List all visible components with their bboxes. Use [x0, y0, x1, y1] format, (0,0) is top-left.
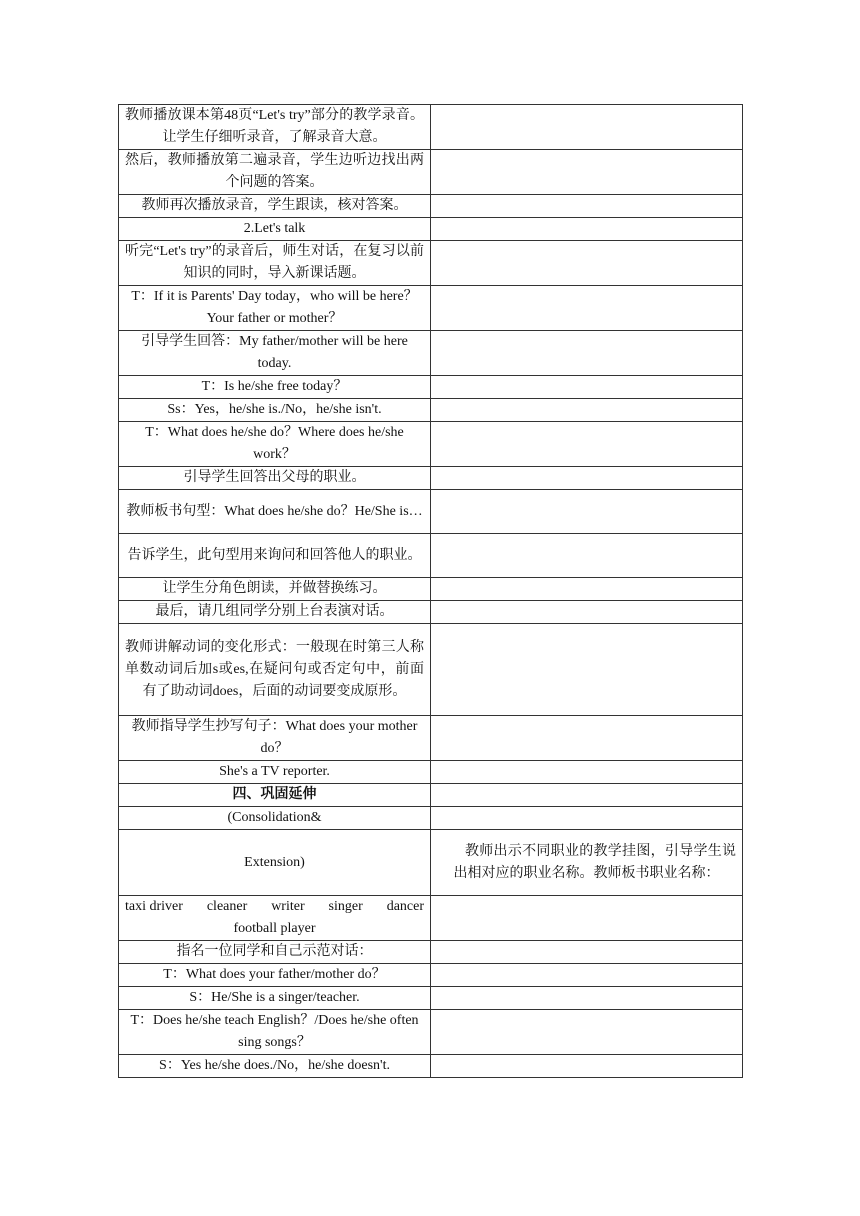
table-cell-left: S：He/She is a singer/teacher. [119, 987, 431, 1010]
table-cell-left: T：What does he/she do？Where does he/she work？ [119, 422, 431, 467]
table-row [119, 1010, 743, 1055]
table-cell-right [431, 896, 743, 941]
table-cell-right [431, 534, 743, 578]
table-cell-right [431, 286, 743, 331]
occupation-word: cleaner [206, 899, 248, 914]
table-row [119, 964, 743, 987]
table-cell-right [431, 624, 743, 716]
section-heading: 四、巩固延伸 [119, 784, 431, 807]
table-cell-left: 教师指导学生抄写句子：What does your mother do？ [119, 716, 431, 761]
table-cell-right [431, 1010, 743, 1055]
table-cell-right [431, 150, 743, 195]
table-cell-left: T：What does your father/mother do？ [119, 964, 431, 987]
table-cell-right [431, 807, 743, 830]
table-cell-right [431, 218, 743, 241]
table-row [119, 624, 743, 716]
table-cell-left: 然后，教师播放第二遍录音，学生边听边找出两个问题的答案。 [119, 150, 431, 195]
occupation-word: singer [328, 899, 363, 914]
table-cell-left: 2.Let's talk [119, 218, 431, 241]
table-cell-right [431, 1055, 743, 1078]
lesson-plan-table [118, 104, 743, 1078]
table-row [119, 987, 743, 1010]
table-cell-right [431, 964, 743, 987]
table-cell-right [431, 601, 743, 624]
table-cell-left: (Consolidation& [119, 807, 431, 830]
table-cell-right [431, 422, 743, 467]
table-cell-left: 教师再次播放录音，学生跟读，核对答案。 [119, 195, 431, 218]
table-row [119, 422, 743, 467]
occupation-word: football player [233, 921, 316, 936]
table-cell-left: 引导学生回答：My father/mother will be here today. [119, 331, 431, 376]
table-cell-left: Ss：Yes，he/she is./No，he/she isn't. [119, 399, 431, 422]
table-row [119, 534, 743, 578]
table-row [119, 807, 743, 830]
table-cell-left: 听完“Let's try”的录音后，师生对话，在复习以前知识的同时，导入新课话题。 [119, 241, 431, 286]
table-row [119, 896, 743, 941]
table-cell-left [119, 896, 431, 941]
table-cell-right [431, 578, 743, 601]
table-cell-left: T：Does he/she teach English？/Does he/she often sing songs？ [119, 1010, 431, 1055]
table-row [119, 784, 743, 807]
table-cell-left: 教师讲解动词的变化形式：一般现在时第三人称单数动词后加s或es,在疑问句或否定句中，前面有了助动词does，后面的动词要变成原形。 [119, 624, 431, 716]
table-cell-left: 引导学生回答出父母的职业。 [119, 467, 431, 490]
table-cell-right [431, 987, 743, 1010]
table-row [119, 941, 743, 964]
table-cell-right [431, 399, 743, 422]
table-cell-left: T：If it is Parents' Day today，who will be here？Your father or mother？ [119, 286, 431, 331]
table-row [119, 241, 743, 286]
table-cell-left: S：Yes he/she does./No，he/she doesn't. [119, 1055, 431, 1078]
occupation-word: taxi driver [125, 899, 183, 914]
table-cell-right [431, 331, 743, 376]
table-cell-right [431, 784, 743, 807]
table-row [119, 716, 743, 761]
table-row [119, 467, 743, 490]
table-row [119, 286, 743, 331]
table-row [119, 830, 743, 896]
table-cell-left: 最后，请几组同学分别上台表演对话。 [119, 601, 431, 624]
table-row [119, 376, 743, 399]
table-row [119, 601, 743, 624]
table-cell-left: 教师播放课本第48页“Let's try”部分的教学录音。让学生仔细听录音，了解录音大意。 [119, 105, 431, 150]
table-row [119, 578, 743, 601]
table-cell-right: 教师出示不同职业的教学挂图，引导学生说出相对应的职业名称。教师板书职业名称： [431, 830, 743, 896]
table-cell-left: 让学生分角色朗读，并做替换练习。 [119, 578, 431, 601]
table-row [119, 218, 743, 241]
table-row [119, 195, 743, 218]
table-row [119, 150, 743, 195]
table-cell-left: 指名一位同学和自己示范对话： [119, 941, 431, 964]
table-cell-right [431, 490, 743, 534]
table-row [119, 331, 743, 376]
table-cell-left: 告诉学生，此句型用来询问和回答他人的职业。 [119, 534, 431, 578]
occupation-word: writer [271, 899, 305, 914]
table-row [119, 761, 743, 784]
occupation-list [125, 896, 424, 918]
table-row [119, 105, 743, 150]
table-cell-right [431, 716, 743, 761]
table-cell-right [431, 195, 743, 218]
table-cell-left: She's a TV reporter. [119, 761, 431, 784]
table-cell-right [431, 467, 743, 490]
table-cell-right [431, 941, 743, 964]
occupation-word: dancer [386, 899, 424, 914]
table-cell-right [431, 105, 743, 150]
table-row [119, 490, 743, 534]
table-cell-right [431, 761, 743, 784]
table-cell-left: Extension) [119, 830, 431, 896]
table-row [119, 399, 743, 422]
table-cell-left: T：Is he/she free today？ [119, 376, 431, 399]
table-row [119, 1055, 743, 1078]
table-cell-right [431, 241, 743, 286]
table-cell-left: 教师板书句型：What does he/she do？He/She is… [119, 490, 431, 534]
table-cell-right [431, 376, 743, 399]
